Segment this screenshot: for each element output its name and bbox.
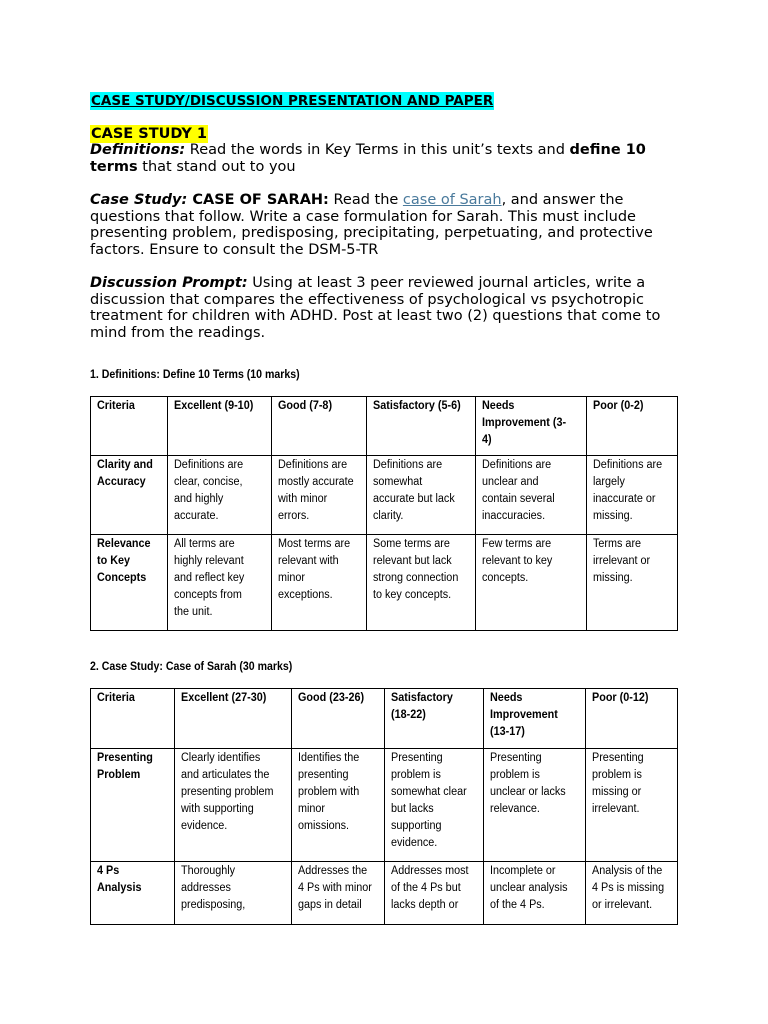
definitions-text-1: Read the words in Key Terms in this unit’s texts and [185,142,570,158]
table-cell: Definitions are clear, concise, and highly accurate. [167,456,271,535]
definitions-paragraph [90,142,690,175]
definitions-bold: define 10 terms [90,142,646,175]
header-cell: Needs Improvement (3-4) [476,397,587,456]
header-cell: Criteria [91,689,175,749]
table-cell: Definitions are largely inaccurate or missing. [587,456,678,535]
definitions-rubric-table [90,396,678,631]
case-study-text-1: Read the [328,192,403,208]
table-cell: Thoroughly addresses predisposing, [174,862,291,925]
header-cell: Excellent (27-30) [174,689,291,749]
header-cell: Needs Improvement (13-17) [484,689,586,749]
table-row [91,535,678,631]
header-cell: Satisfactory (18-22) [385,689,484,749]
case-study-paragraph [90,192,690,258]
table-cell: Presenting problem is missing or irrelevant. [586,749,678,862]
header-cell: Satisfactory (5-6) [366,397,476,456]
case-study-text-2: , and answer the questions that follow. Write a case formulation for Sarah. This must include presenting problem, predisposing, precipitating, perpetuating, and protective factors. Ensure to consult the DSM-5-TR [90,192,653,258]
discussion-label: Discussion Prompt: [90,275,248,291]
table-header-row [91,397,678,456]
definitions-text-2: that stand out to you [137,158,296,175]
header-cell: Criteria [91,397,168,456]
table-row [91,749,678,862]
table-cell: Presenting problem is somewhat clear but lacks supporting evidence. [385,749,484,862]
table-cell: Clearly identifies and articulates the presenting problem with supporting evidence. [174,749,291,862]
table-cell: Terms are irrelevant or missing. [587,535,678,631]
case-study-bold: CASE OF SARAH: [187,192,329,208]
table-cell: Addresses most of the 4 Ps but lacks depth or [385,862,484,925]
criteria-cell: Relevance to Key Concepts [91,535,168,631]
case-study-label: Case Study: [90,192,188,208]
criteria-cell: Clarity and Accuracy [91,456,168,535]
header-cell: Poor (0-12) [586,689,678,749]
discussion-text: Using at least 3 peer reviewed journal articles, write a discussion that compares the effectiveness of psychological vs psychotropic treatment for children with ADHD. Post at least two (2) questions that come to mind from the readings. [90,275,661,341]
header-cell: Excellent (9-10) [167,397,271,456]
table-cell: Presenting problem is unclear or lacks relevance. [484,749,586,862]
table-cell: Definitions are somewhat accurate but lack clarity. [366,456,476,535]
header-cell: Poor (0-2) [587,397,678,456]
section-1-label: 1. Definitions: Define 10 Terms (10 marks) [90,369,300,381]
table-cell: Identifies the presenting problem with minor omissions. [291,749,385,862]
criteria-cell: 4 Ps Analysis [91,862,175,925]
table-row [91,456,678,535]
document-title: CASE STUDY/DISCUSSION PRESENTATION AND PAPER [91,93,494,109]
table-row [91,862,678,925]
table-cell: Analysis of the 4 Ps is missing or irrelevant. [586,862,678,925]
table-header-row [91,689,678,749]
table-cell: Addresses the 4 Ps with minor gaps in detail [291,862,385,925]
table-cell: Few terms are relevant to key concepts. [476,535,587,631]
case-study-rubric-table [90,688,678,925]
case-study-heading: CASE STUDY 1 [91,126,207,142]
table-cell: All terms are highly relevant and reflect key concepts from the unit. [167,535,271,631]
header-cell: Good (7-8) [271,397,366,456]
table-cell: Incomplete or unclear analysis of the 4 Ps. [484,862,586,925]
case-of-sarah-link[interactable]: case of Sarah [402,192,502,208]
discussion-paragraph [90,275,690,341]
section-2-label: 2. Case Study: Case of Sarah (30 marks) [90,661,293,673]
criteria-cell: Presenting Problem [91,749,175,862]
table-cell: Definitions are mostly accurate with minor errors. [271,456,366,535]
definitions-label: Definitions: [90,142,186,158]
table-cell: Definitions are unclear and contain several inaccuracies. [476,456,587,535]
table-cell: Most terms are relevant with minor exceptions. [271,535,366,631]
table-cell: Some terms are relevant but lack strong connection to key concepts. [366,535,476,631]
header-cell: Good (23-26) [291,689,385,749]
